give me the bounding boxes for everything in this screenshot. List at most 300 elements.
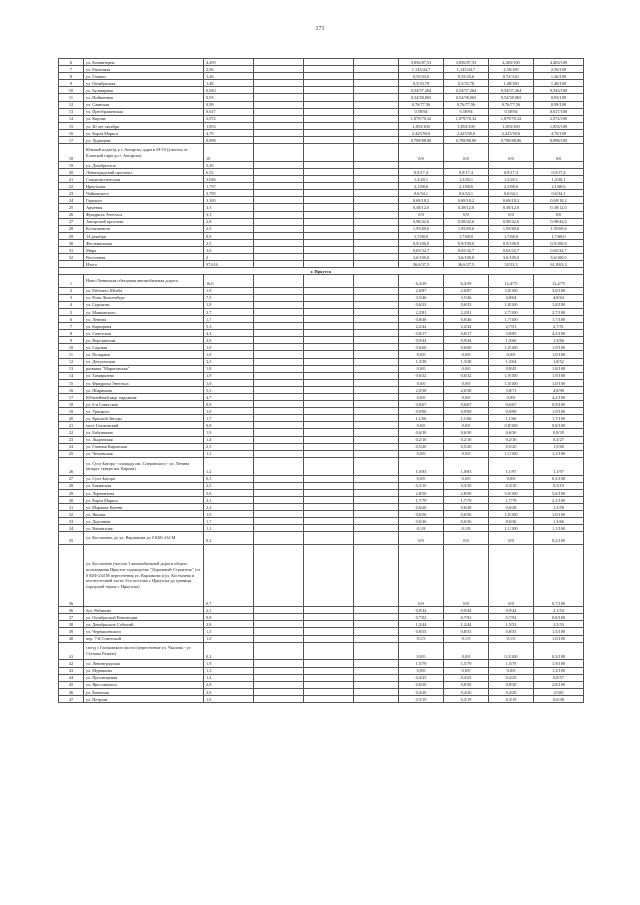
value-cell bbox=[254, 688, 304, 695]
value-cell bbox=[254, 232, 304, 239]
road-length: 16,6 bbox=[204, 275, 254, 287]
road-name: ул. 6-я Советская bbox=[84, 401, 204, 408]
value-cell: 2,8/100 bbox=[534, 681, 584, 688]
table-row bbox=[59, 372, 584, 379]
value-cell: 0,4/25 bbox=[399, 674, 444, 681]
value-cell: 1,5/100 bbox=[534, 628, 584, 635]
value-cell bbox=[304, 450, 354, 457]
row-number: 7 bbox=[59, 66, 84, 73]
value-cell bbox=[254, 660, 304, 667]
row-number: 14 bbox=[59, 372, 84, 379]
value-cell bbox=[354, 115, 399, 122]
value-cell bbox=[304, 169, 354, 176]
row-number: 29 bbox=[59, 489, 84, 496]
road-name: ул. Преображенская bbox=[84, 108, 204, 115]
road-name: ул. Муравьева bbox=[84, 667, 204, 674]
table-row bbox=[59, 308, 584, 315]
value-cell: 0,54/57,264 bbox=[399, 87, 444, 94]
road-length: 3,3 bbox=[204, 204, 254, 211]
road-length: 5,29 bbox=[204, 161, 254, 168]
value-cell: 0,76/77,56 bbox=[489, 101, 534, 108]
value-cell bbox=[354, 415, 399, 422]
value-cell bbox=[304, 204, 354, 211]
value-cell bbox=[254, 482, 304, 489]
road-length: 1,9 bbox=[204, 660, 254, 667]
road-name: ул. Костычева, до ул. Варламова до 0 КМ+234 М bbox=[84, 532, 204, 544]
road-name: ул. Садовая bbox=[84, 344, 204, 351]
section-header-row bbox=[59, 268, 584, 275]
value-cell: 0,9/17,4 bbox=[444, 169, 489, 176]
value-cell: 2/100 bbox=[534, 688, 584, 695]
value-cell bbox=[304, 422, 354, 429]
value-cell bbox=[304, 475, 354, 482]
road-length: 6,52 bbox=[204, 169, 254, 176]
value-cell: 0,9/100,0 bbox=[534, 239, 584, 246]
road-name: ул. Карла Маркса bbox=[84, 129, 204, 136]
value-cell: 52/53,3 bbox=[489, 261, 534, 268]
value-cell bbox=[354, 401, 399, 408]
value-cell: 0,6/36 bbox=[489, 518, 534, 525]
table-row bbox=[59, 415, 584, 422]
value-cell: 2,56/100 bbox=[534, 66, 584, 73]
road-name: Армения bbox=[84, 204, 204, 211]
value-cell: 2,1/68,6 bbox=[444, 183, 489, 190]
value-cell: 2,6/87 bbox=[444, 287, 489, 294]
value-cell: 0,0/0 bbox=[399, 667, 444, 674]
value-cell: 2,1/54 bbox=[534, 607, 584, 614]
value-cell: 4,403/100 bbox=[489, 59, 534, 66]
table-row bbox=[59, 337, 584, 344]
value-cell bbox=[354, 422, 399, 429]
road-name: ул. Декабристов bbox=[84, 161, 204, 168]
value-cell: 0,6/56 bbox=[399, 511, 444, 518]
value-cell: 1,5/60 bbox=[534, 443, 584, 450]
value-cell bbox=[254, 101, 304, 108]
row-number: 37 bbox=[59, 614, 84, 621]
row-number: 28 bbox=[59, 482, 84, 489]
road-length: 2,0 bbox=[204, 688, 254, 695]
value-cell: 1,48/100 bbox=[534, 80, 584, 87]
value-cell: 36,6/37,5 bbox=[399, 261, 444, 268]
table-row bbox=[59, 73, 584, 80]
value-cell bbox=[304, 232, 354, 239]
road-name: Ново-Ленинская объездная автомобильная дорога bbox=[84, 275, 204, 287]
value-cell: 0,8/100 bbox=[534, 614, 584, 621]
road-name: развязка "Маратовская" bbox=[84, 365, 204, 372]
value-cell: 1,5/79 bbox=[489, 660, 534, 667]
road-length: 2,072 bbox=[204, 115, 254, 122]
road-name: ул. Ширямова bbox=[84, 386, 204, 393]
row-number: 25 bbox=[59, 204, 84, 211]
value-cell: 0,2/100 bbox=[534, 532, 584, 544]
value-cell bbox=[304, 372, 354, 379]
value-cell: 1,9/100 bbox=[489, 372, 534, 379]
value-cell: 1,879/70,32 bbox=[489, 115, 534, 122]
value-cell: 6,4/39 bbox=[444, 275, 489, 287]
road-name: ул. Рабочего Штаба bbox=[84, 287, 204, 294]
value-cell: 0,0/0 bbox=[399, 351, 444, 358]
row-number: 20 bbox=[59, 169, 84, 176]
value-cell: 1,3/38 bbox=[399, 358, 444, 365]
road-name: ул. Лермонтова bbox=[84, 489, 204, 496]
table-row bbox=[59, 66, 584, 73]
value-cell: 0,6/36 bbox=[444, 518, 489, 525]
value-cell bbox=[354, 218, 399, 225]
value-cell: 0,98/42,6 bbox=[489, 218, 534, 225]
value-cell: 0,0/0 bbox=[444, 450, 489, 457]
value-cell: 1,7/68,0 bbox=[399, 232, 444, 239]
value-cell: 0,8/17 bbox=[444, 330, 489, 337]
table-row bbox=[59, 408, 584, 415]
value-cell: 1,1/100 bbox=[534, 525, 584, 532]
row-number: 18 bbox=[59, 401, 84, 408]
road-length: 1,7 bbox=[204, 518, 254, 525]
value-cell: 0,38/12,0 bbox=[489, 204, 534, 211]
value-cell bbox=[354, 204, 399, 211]
value-cell: 1,3/38 bbox=[444, 358, 489, 365]
value-cell: 0,0/0 bbox=[444, 422, 489, 429]
value-cell: 0,6/34,1 bbox=[444, 190, 489, 197]
road-name: ул. Бабушкина bbox=[84, 429, 204, 436]
value-cell bbox=[354, 351, 399, 358]
table-row bbox=[59, 80, 584, 87]
road-name: бул. Рябикова bbox=[84, 607, 204, 614]
road-length: 0,9 bbox=[204, 232, 254, 239]
value-cell bbox=[254, 254, 304, 261]
value-cell: 0,93/100 bbox=[534, 94, 584, 101]
road-name: Фестивальная bbox=[84, 239, 204, 246]
value-cell bbox=[354, 232, 399, 239]
value-cell: 1,7/79 bbox=[444, 496, 489, 503]
table-row bbox=[59, 386, 584, 393]
value-cell bbox=[254, 511, 304, 518]
table-row bbox=[59, 358, 584, 365]
value-cell: 1,3/66 bbox=[534, 518, 584, 525]
value-cell bbox=[304, 628, 354, 635]
table-row bbox=[59, 614, 584, 621]
value-cell: 0,9/100,0 bbox=[399, 239, 444, 246]
value-cell bbox=[254, 344, 304, 351]
value-cell: 0,6/67 bbox=[399, 401, 444, 408]
row-number: 24 bbox=[59, 197, 84, 204]
value-cell: 1,879/70,32 bbox=[399, 115, 444, 122]
value-cell: 4,5/100 bbox=[534, 330, 584, 337]
value-cell bbox=[304, 482, 354, 489]
value-cell bbox=[304, 225, 354, 232]
value-cell: 0,8/30 bbox=[444, 681, 489, 688]
road-name: Чайковского bbox=[84, 190, 204, 197]
value-cell: 0,4/27 bbox=[534, 436, 584, 443]
value-cell bbox=[254, 129, 304, 136]
value-cell: 0,6/34,1 bbox=[534, 190, 584, 197]
value-cell: 1,7/68,0 bbox=[489, 232, 534, 239]
value-cell: 1,8/100 bbox=[489, 301, 534, 308]
table-row bbox=[59, 254, 584, 261]
row-number: 36 bbox=[59, 544, 84, 607]
value-cell bbox=[254, 137, 304, 144]
value-cell: 1,0/100 bbox=[534, 379, 584, 386]
road-name: ул. Просвещения bbox=[84, 674, 204, 681]
value-cell: 0,6/67 bbox=[489, 401, 534, 408]
value-cell: 1,95/69,6 bbox=[534, 225, 584, 232]
section-title: г. Иркутск bbox=[59, 268, 584, 275]
table-row bbox=[59, 176, 584, 183]
row-number: 35 bbox=[59, 532, 84, 544]
value-cell: 0,9/44 bbox=[444, 607, 489, 614]
table-row bbox=[59, 315, 584, 322]
value-cell bbox=[304, 401, 354, 408]
value-cell bbox=[254, 315, 304, 322]
table-row bbox=[59, 525, 584, 532]
value-cell: 0,54/58,065 bbox=[444, 94, 489, 101]
road-length: 1,853 bbox=[204, 122, 254, 129]
value-cell bbox=[254, 247, 304, 254]
table-row bbox=[59, 204, 584, 211]
value-cell: 1,8/52 bbox=[534, 358, 584, 365]
value-cell: 3,0/100 bbox=[534, 287, 584, 294]
table-row bbox=[59, 129, 584, 136]
value-cell bbox=[354, 108, 399, 115]
road-name: ул. Лудищева bbox=[84, 137, 204, 144]
value-cell bbox=[254, 287, 304, 294]
value-cell bbox=[354, 429, 399, 436]
road-length: 1,48 bbox=[204, 80, 254, 87]
value-cell: 1,1/66 bbox=[444, 415, 489, 422]
value-cell: 4,2/100 bbox=[534, 394, 584, 401]
value-cell: 0,898/100 bbox=[534, 137, 584, 144]
value-cell bbox=[354, 496, 399, 503]
row-number: 21 bbox=[59, 422, 84, 429]
road-length: 10 bbox=[204, 144, 254, 162]
value-cell: 0,69/18,2 bbox=[399, 197, 444, 204]
table-row bbox=[59, 504, 584, 511]
value-cell bbox=[304, 94, 354, 101]
value-cell: 0,3/19 bbox=[399, 695, 444, 702]
road-name: ул. Бульварная bbox=[84, 87, 204, 94]
value-cell: 0/0 bbox=[399, 544, 444, 607]
road-length: 0,98 bbox=[204, 101, 254, 108]
value-cell: 1,879/70,32 bbox=[444, 115, 489, 122]
value-cell bbox=[304, 351, 354, 358]
value-cell: 0,0/0 bbox=[444, 351, 489, 358]
value-cell: 0,7/92 bbox=[444, 614, 489, 621]
value-cell bbox=[254, 532, 304, 544]
row-number: 23 bbox=[59, 436, 84, 443]
value-cell: 1,1/100 bbox=[489, 450, 534, 457]
row-number: 19 bbox=[59, 408, 84, 415]
value-cell bbox=[304, 211, 354, 218]
row-number: 11 bbox=[59, 351, 84, 358]
value-cell bbox=[354, 642, 399, 660]
value-cell: 2,8/50 bbox=[444, 489, 489, 496]
row-number: 27 bbox=[59, 218, 84, 225]
road-length: 0,7 bbox=[204, 544, 254, 607]
value-cell: 0,8/55 bbox=[489, 628, 534, 635]
value-cell: 0,98/42,6 bbox=[444, 218, 489, 225]
value-cell bbox=[354, 358, 399, 365]
value-cell bbox=[354, 628, 399, 635]
road-name: ул. Рыночная bbox=[84, 66, 204, 73]
value-cell: 1,1/66 bbox=[489, 415, 534, 422]
value-cell: 0,9/17,4 bbox=[534, 169, 584, 176]
value-cell: 1,0/83 bbox=[399, 457, 444, 475]
value-cell bbox=[254, 87, 304, 94]
value-cell: 0,8/55 bbox=[444, 628, 489, 635]
table-row bbox=[59, 239, 584, 246]
table-row bbox=[59, 496, 584, 503]
row-number: 29 bbox=[59, 232, 84, 239]
value-cell: 1,9/100 bbox=[534, 660, 584, 667]
value-cell: 0,0/0 bbox=[489, 394, 534, 401]
road-name: ул. Саянская bbox=[84, 101, 204, 108]
value-cell bbox=[354, 211, 399, 218]
value-cell: 1,853/100 bbox=[444, 122, 489, 129]
value-cell: 0,9/100,0 bbox=[444, 239, 489, 246]
value-cell bbox=[254, 323, 304, 330]
value-cell: 1,8/100 bbox=[534, 301, 584, 308]
value-cell: 3,6/100,0 bbox=[489, 254, 534, 261]
value-cell bbox=[304, 695, 354, 702]
table-row bbox=[59, 482, 584, 489]
table-row bbox=[59, 94, 584, 101]
value-cell bbox=[254, 621, 304, 628]
value-cell: 0,5/33,78 bbox=[444, 80, 489, 87]
value-cell: 0,9/17,4 bbox=[489, 169, 534, 176]
road-length: 4,7 bbox=[204, 394, 254, 401]
road-name: ул. Ярославского bbox=[84, 681, 204, 688]
value-cell bbox=[304, 87, 354, 94]
value-cell bbox=[354, 695, 399, 702]
road-name: ул. Октябрьской Революции bbox=[84, 614, 204, 621]
value-cell bbox=[304, 254, 354, 261]
value-cell bbox=[304, 674, 354, 681]
value-cell bbox=[254, 73, 304, 80]
value-cell: 0,55/43,6 bbox=[444, 73, 489, 80]
value-cell bbox=[304, 688, 354, 695]
value-cell: 0,6/60 bbox=[444, 344, 489, 351]
value-cell: 0,0/0 bbox=[399, 394, 444, 401]
value-cell bbox=[354, 261, 399, 268]
road-length: 1,9 bbox=[204, 372, 254, 379]
value-cell: 0,0/0 bbox=[444, 475, 489, 482]
value-cell: 0,6/34,1 bbox=[489, 190, 534, 197]
value-cell: 0,0/0 bbox=[444, 667, 489, 674]
value-cell bbox=[304, 80, 354, 87]
value-cell: 3,6/100,0 bbox=[399, 254, 444, 261]
table-row bbox=[59, 211, 584, 218]
value-cell bbox=[254, 436, 304, 443]
row-number bbox=[59, 261, 84, 268]
table-row bbox=[59, 294, 584, 301]
value-cell: 0,4/25 bbox=[444, 674, 489, 681]
value-cell bbox=[254, 294, 304, 301]
value-cell: 3,6/100,0 bbox=[534, 254, 584, 261]
value-cell: 0,8/55 bbox=[399, 628, 444, 635]
value-cell: 0,943/100 bbox=[534, 87, 584, 94]
table-row bbox=[59, 330, 584, 337]
value-cell: 0,8/17 bbox=[399, 330, 444, 337]
value-cell: 5,6/100 bbox=[489, 489, 534, 496]
table-row bbox=[59, 101, 584, 108]
road-name: ул. Ворошилова bbox=[84, 337, 204, 344]
value-cell: 0/0 bbox=[399, 211, 444, 218]
value-cell: 0,9/90 bbox=[444, 408, 489, 415]
value-cell: 0,9/100 bbox=[534, 401, 584, 408]
value-cell bbox=[354, 681, 399, 688]
value-cell: 0,1/5 bbox=[444, 635, 489, 642]
value-cell bbox=[254, 681, 304, 688]
value-cell bbox=[254, 667, 304, 674]
table-row bbox=[59, 674, 584, 681]
value-cell bbox=[304, 183, 354, 190]
row-number: 27 bbox=[59, 475, 84, 482]
value-cell: 61,8/63,3 bbox=[534, 261, 584, 268]
value-cell: 1,0/100 bbox=[534, 408, 584, 415]
road-name: ул. Бакинская bbox=[84, 482, 204, 489]
row-number: 6 bbox=[59, 315, 84, 322]
road-length: 4,4 bbox=[204, 330, 254, 337]
value-cell bbox=[354, 443, 399, 450]
value-cell bbox=[254, 197, 304, 204]
value-cell bbox=[254, 422, 304, 429]
road-length: 1,1 bbox=[204, 450, 254, 457]
value-cell bbox=[304, 379, 354, 386]
value-cell bbox=[444, 161, 489, 168]
value-cell bbox=[254, 518, 304, 525]
row-number: 8 bbox=[59, 330, 84, 337]
value-cell: 1,9/100 bbox=[534, 372, 584, 379]
road-length: 1,1 bbox=[204, 525, 254, 532]
value-cell bbox=[354, 239, 399, 246]
value-cell: 1,2/44 bbox=[444, 621, 489, 628]
road-length: 1,8 bbox=[204, 365, 254, 372]
value-cell: 0,617/100 bbox=[534, 108, 584, 115]
table-row bbox=[59, 197, 584, 204]
value-cell: 0,2/16 bbox=[489, 436, 534, 443]
value-cell bbox=[254, 301, 304, 308]
value-cell bbox=[354, 122, 399, 129]
value-cell bbox=[254, 358, 304, 365]
value-cell: 0,0/0 bbox=[399, 365, 444, 372]
road-length: 0,3 bbox=[204, 475, 254, 482]
road-length: 2,1 bbox=[204, 496, 254, 503]
value-cell: 2,6/87 bbox=[399, 287, 444, 294]
value-cell: 0,0/0 bbox=[399, 450, 444, 457]
value-cell bbox=[534, 161, 584, 168]
row-number: 41 bbox=[59, 642, 84, 660]
value-cell: 1,1/97 bbox=[534, 457, 584, 475]
road-length: 1,6 bbox=[204, 695, 254, 702]
road-length: 1,26 bbox=[204, 73, 254, 80]
road-name: Юбилейный мкр. окружная bbox=[84, 394, 204, 401]
table-row bbox=[59, 457, 584, 475]
value-cell bbox=[304, 294, 354, 301]
road-length: 4,79 bbox=[204, 129, 254, 136]
value-cell bbox=[254, 204, 304, 211]
road-name: ул. Чернышевского bbox=[84, 628, 204, 635]
value-cell bbox=[354, 176, 399, 183]
value-cell bbox=[304, 496, 354, 503]
value-cell: 1,7/100 bbox=[534, 315, 584, 322]
value-cell: 0,58/94 bbox=[489, 108, 534, 115]
row-number: 14 bbox=[59, 115, 84, 122]
value-cell: 2,56/100 bbox=[489, 66, 534, 73]
value-cell bbox=[254, 115, 304, 122]
value-cell bbox=[254, 379, 304, 386]
row-number: 18 bbox=[59, 144, 84, 162]
value-cell: 1,7/79 bbox=[489, 496, 534, 503]
value-cell bbox=[254, 544, 304, 607]
